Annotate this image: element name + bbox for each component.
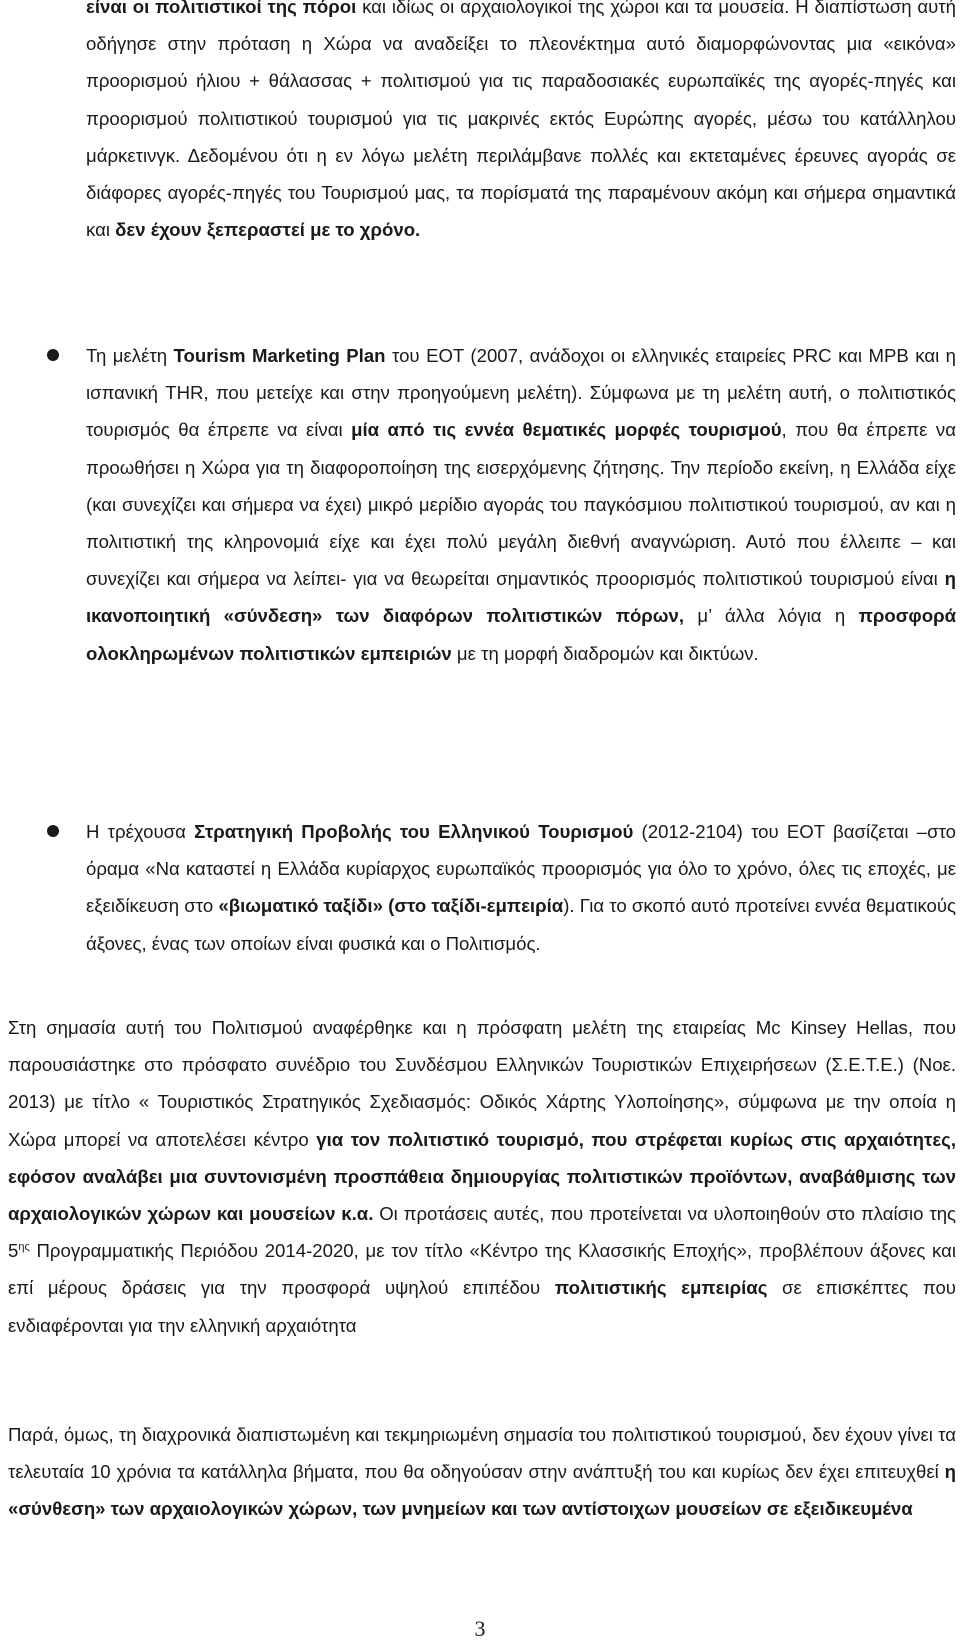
bold-phrase: Tourism Marketing Plan bbox=[173, 345, 386, 366]
text-run: , που θα έπρεπε να προωθήσει η Χώρα για τη διαφοροποίηση της εισερχόμενης ζήτησης. Την περίοδο εκείνη, η Ελλάδα είχε (και συνεχίζει και σήμερα να έχει) μικρό μερίδιο αγοράς του παγκόσμιου πολιτιστικού τουρισμού, αν και η πολιτιστική της κληρονομιά είχε και έχει πολύ μεγάλη διεθνή αναγνώριση. Αυτό που έλλειπε – και συνεχίζει και σήμερα να λείπει- για να θεωρείται σημαντικός προορισμός πολιτιστικού τουρισμού είναι bbox=[86, 419, 956, 590]
bold-phrase: η ικανοποιητική «σύνδεση» των διαφόρων πολιτιστικών πόρων, bbox=[86, 568, 956, 627]
bullet-item-tourism-marketing-plan bbox=[86, 337, 956, 672]
text-run: Παρά, όμως, τη διαχρονικά διαπιστωμένη και τεκμηριωμένη σημασία του πολιτιστικού τουρισμού, δεν έχουν γίνει τα τελευταία 10 χρόνια τα κατάλληλα βήματα, που θα οδηγούσαν στην ανάπτυξή του και κυρίως δεν έχει επιτευχθεί bbox=[8, 1424, 956, 1483]
bold-phrase: είναι οι πολιτιστικοί της πόροι bbox=[86, 0, 357, 17]
bold-phrase: για τον πολιτιστικό τουρισμό, που στρέφεται κυρίως στις αρχαιότητες, εφόσον αναλάβει μια συντονισμένη προσπάθεια δημιουργίας πολιτιστικών προϊόντων, αναβάθμισης των αρχαιολογικών χώρων και μουσείων κ.α. bbox=[8, 1128, 956, 1225]
text-run: Η τρέχουσα bbox=[86, 821, 195, 842]
bullet-marker bbox=[47, 825, 59, 837]
paragraph-mckinsey bbox=[8, 1009, 956, 1344]
bold-phrase: προσφορά ολοκληρωμένων πολιτιστικών εμπειριών bbox=[86, 605, 957, 664]
text-run: του ΕΟΤ (2007, ανάδοχοι οι ελληνικές εταιρείες PRC και MPB και η ισπανική THR, που μετείχε και στην προηγούμενη μελέτη). Σύμφωνα με τη μελέτη αυτή, ο πολιτιστικός τουρισμός θα έπρεπε να είναι bbox=[86, 345, 957, 441]
bullet-item-tourism-strategy bbox=[86, 813, 956, 962]
bold-phrase: μία από τις εννέα θεματικές μορφές τουρισμού bbox=[351, 419, 782, 441]
bold-phrase: η «σύνθεση» των αρχαιολογικών χώρων, των μνημείων και των αντίστοιχων μουσείων σε εξειδικευμένα bbox=[8, 1461, 956, 1520]
text-run: Στη σημασία αυτή του Πολιτισμού αναφέρθηκε και η πρόσφατη μελέτη της εταιρείας Mc Kinsey Hellas, που παρουσιάστηκε στο πρόσφατο συνέδριο του Συνδέσμου Ελληνικών Τουριστικών Επιχειρήσεων (Σ.Ε.Τ.Ε.) (Νοε. 2013) με τίτλο « Τουριστικός Στρατηγικός Σχεδιασμός: Οδικός Χάρτης Υλοποίησης», σύμφωνα με την οποία η Χώρα μπορεί να αποτελέσει κέντρο bbox=[8, 1017, 956, 1150]
paragraph-conclusion bbox=[8, 1416, 956, 1528]
paragraph-intro bbox=[86, 0, 956, 248]
bold-phrase: πολιτιστικής εμπειρίας bbox=[554, 1277, 768, 1299]
bold-phrase: Στρατηγική Προβολής του Ελληνικού Τουρισμού bbox=[194, 821, 634, 842]
bold-phrase: «βιωματικό ταξίδι» (στο ταξίδι-εμπειρία bbox=[218, 895, 564, 917]
text-run: (2012-2104) του ΕΟΤ βασίζεται –στο όραμα «Να καταστεί η Ελλάδα κυρίαρχος ευρωπαϊκός προορισμός για όλο το χρόνο, όλες τις εποχές, με εξειδίκευση στο bbox=[86, 821, 956, 917]
bullet-marker bbox=[47, 349, 59, 361]
text-run: σε επισκέπτες που ενδιαφέρονται για την ελληνική αρχαιότητα bbox=[8, 1277, 956, 1336]
text-run: Τη μελέτη bbox=[86, 345, 174, 366]
text-run: και ιδίως οι αρχαιολογικοί της χώροι και τα μουσεία. Η διαπίστωση αυτή οδήγησε στην πρόταση η Χώρα να αναδείξει το πλεονέκτημα αυτό διαμορφώνοντας μια «εικόνα» προορισμού ήλιου + θάλασσας + πολιτισμού για τις παραδοσιακές ευρωπαϊκές της αγορές-πηγές και προορισμού πολιτιστικού τουρισμού για τις μακρινές εκτός Ευρώπης αγορές, μέσω του κατάλληλου μάρκετινγκ. Δεδομένου ότι η εν λόγω μελέτη περιλάμβανε πολλές και εκτεταμένες έρευνες αγοράς σε διάφορες αγορές-πηγές του Τουρισμού μας, τα πορίσματά της παραμένουν ακόμη και σήμερα σημαντικά και bbox=[86, 0, 956, 241]
text-run: Προγραμματικής Περιόδου 2014-2020, με τον τίτλο «Κέντρο της Κλασσικής Εποχής», προβλέπουν άξονες και επί μέρους δράσεις για την προσφορά υψηλού επιπέδου bbox=[8, 1240, 956, 1299]
text-run: ). Για το σκοπό αυτό προτείνει εννέα θεματικούς άξονες, ένας των οποίων είναι φυσικά και ο Πολιτισμός. bbox=[86, 895, 957, 954]
page-number: 3 bbox=[474, 1616, 486, 1641]
text-run: με τη μορφή διαδρομών και δικτύων. bbox=[451, 642, 759, 664]
text-run: μ’ άλλα λόγια η bbox=[684, 605, 859, 627]
superscript: ης bbox=[18, 1241, 30, 1254]
bold-phrase: δεν έχουν ξεπεραστεί με το χρόνο. bbox=[115, 219, 421, 241]
text-run: Οι προτάσεις αυτές, που προτείνεται να υλοποιηθούν στο πλαίσιο της 5 bbox=[8, 1203, 956, 1262]
